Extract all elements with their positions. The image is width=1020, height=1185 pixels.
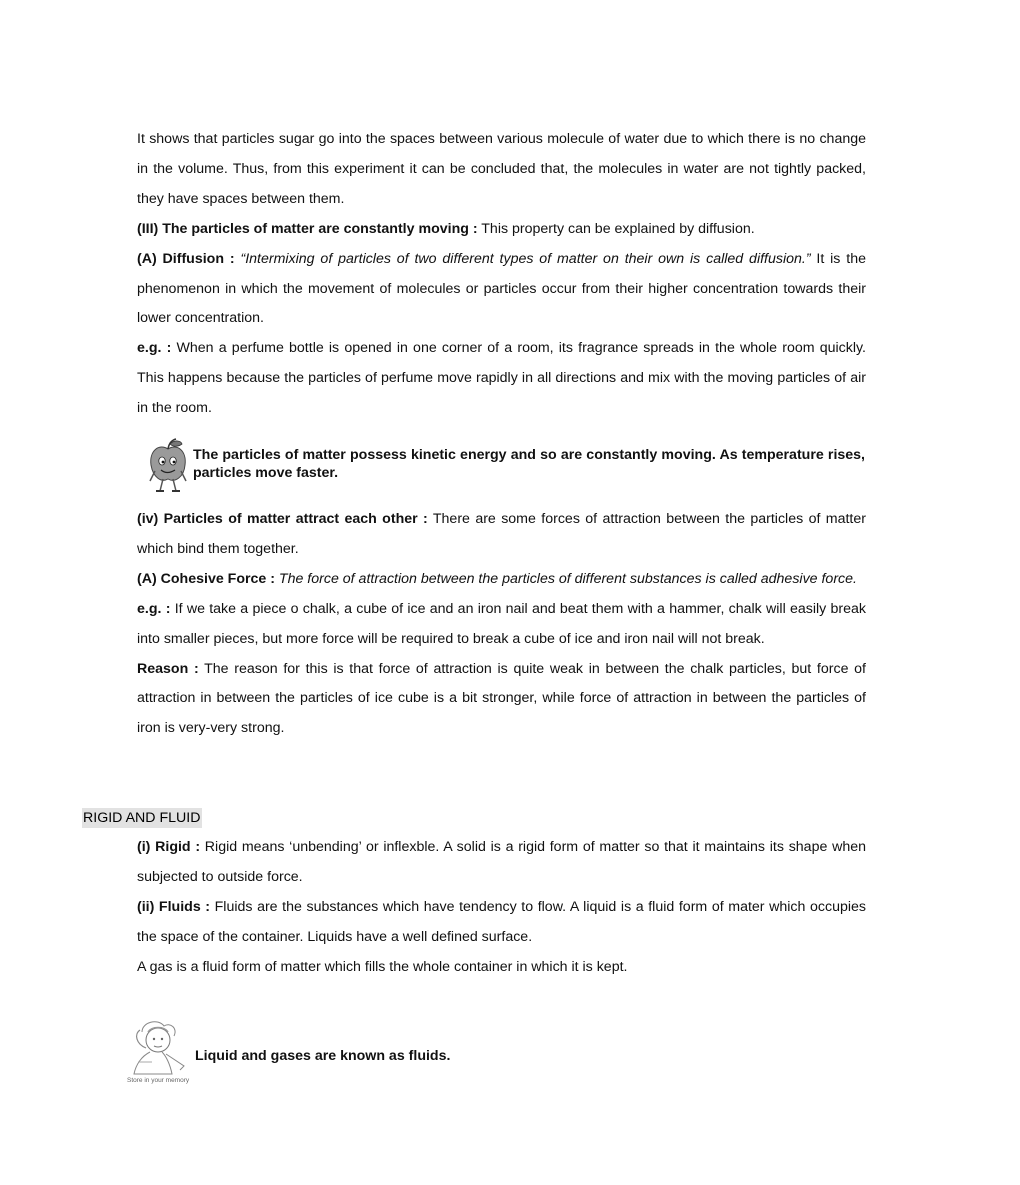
text-attraction: There are some forces of attraction between the particles of matter which bind them together. [137, 511, 866, 557]
definition-cohesive-force: The force of attraction between the particles of different substances is called adhesive force. [274, 570, 857, 587]
memory-caption: Store in your memory [127, 1077, 190, 1084]
text-block-rigid-fluid [137, 833, 866, 983]
text-fluids: Fluids are the substances which have tendency to flow. A liquid is a fluid form of mater which occupies the space of the container. Liquids have a well defined surface. [137, 898, 866, 945]
paragraph-gas: A gas is a fluid form of matter which fills the whole container in which it is kept. [137, 958, 628, 975]
definition-diffusion: “Intermixing of particles of two different types of matter on their own is called diffusion.” [234, 250, 811, 267]
paragraph-reason [137, 655, 866, 745]
label-attraction: (iv) Particles of matter attract each other : [137, 511, 428, 527]
label-example: e.g. : [137, 600, 171, 617]
callout-fluids: Liquid and gases are known as fluids. [195, 1048, 451, 1064]
text-constantly-moving: This property can be explained by diffusion. [477, 220, 755, 237]
text-chalk-example: If we take a piece o chalk, a cube of ice and an iron nail and beat them with a hammer, chalk will easily break into smaller pieces, but more force will be required to break a cube of ice and iron nail will not break. [137, 600, 867, 647]
paragraph-diffusion [137, 245, 866, 335]
text-rigid: Rigid means ‘unbending’ or inflexble. A solid is a rigid form of matter so that it maintains its shape when subjected to outside force. [137, 839, 866, 885]
paragraph-chalk-example [137, 595, 866, 655]
label-rigid: (i) Rigid : [137, 839, 201, 855]
paragraph-cohesive-force [137, 565, 866, 595]
label-reason: Reason : [137, 660, 199, 677]
paragraph-fluids [137, 893, 866, 953]
section-heading: RIGID AND FLUID [83, 810, 201, 826]
label-constantly-moving: (III) The particles of matter are constantly moving : [137, 220, 478, 237]
paragraph-sugar-experiment: It shows that particles sugar go into the spaces between various molecule of water due to which there is no change in the volume. Thus, from this experiment it can be concluded that, the molecules in water are not tightly packed, they have spaces between them. [137, 131, 866, 207]
paragraph-rigid [137, 833, 866, 893]
paragraph-attraction [137, 505, 866, 565]
callout-kinetic-energy: The particles of matter possess kinetic energy and so are constantly moving. As temperature rises, particles move faster. [193, 447, 865, 481]
paragraph-perfume-example [137, 334, 866, 424]
text-diffusion: It is the phenomenon in which the movement of molecules or particles occur from their higher concentration towards their lower concentration. [137, 250, 866, 327]
text-perfume-example: When a perfume bottle is opened in one corner of a room, its fragrance spreads in the whole room quickly. This happens because the particles of perfume move rapidly in all directions and mix with the moving particles of air in the room. [137, 340, 866, 417]
paragraph-constantly-moving [137, 215, 866, 245]
label-example: e.g. : [137, 340, 172, 357]
label-diffusion: (A) Diffusion : [137, 250, 235, 267]
text-block-attraction [137, 505, 866, 744]
text-reason: The reason for this is that force of attraction is quite weak in between the chalk particles, but force of attraction in between the particles of ice cube is a bit stronger, while force of attraction in between the particles of iron is very-very strong. [137, 660, 866, 737]
label-cohesive-force: (A) Cohesive Force : [137, 570, 275, 587]
text-block-particles-moving [137, 125, 866, 424]
thinking-character-icon [128, 1018, 190, 1078]
apple-character-icon [147, 437, 189, 493]
label-fluids: (ii) Fluids : [137, 898, 211, 915]
